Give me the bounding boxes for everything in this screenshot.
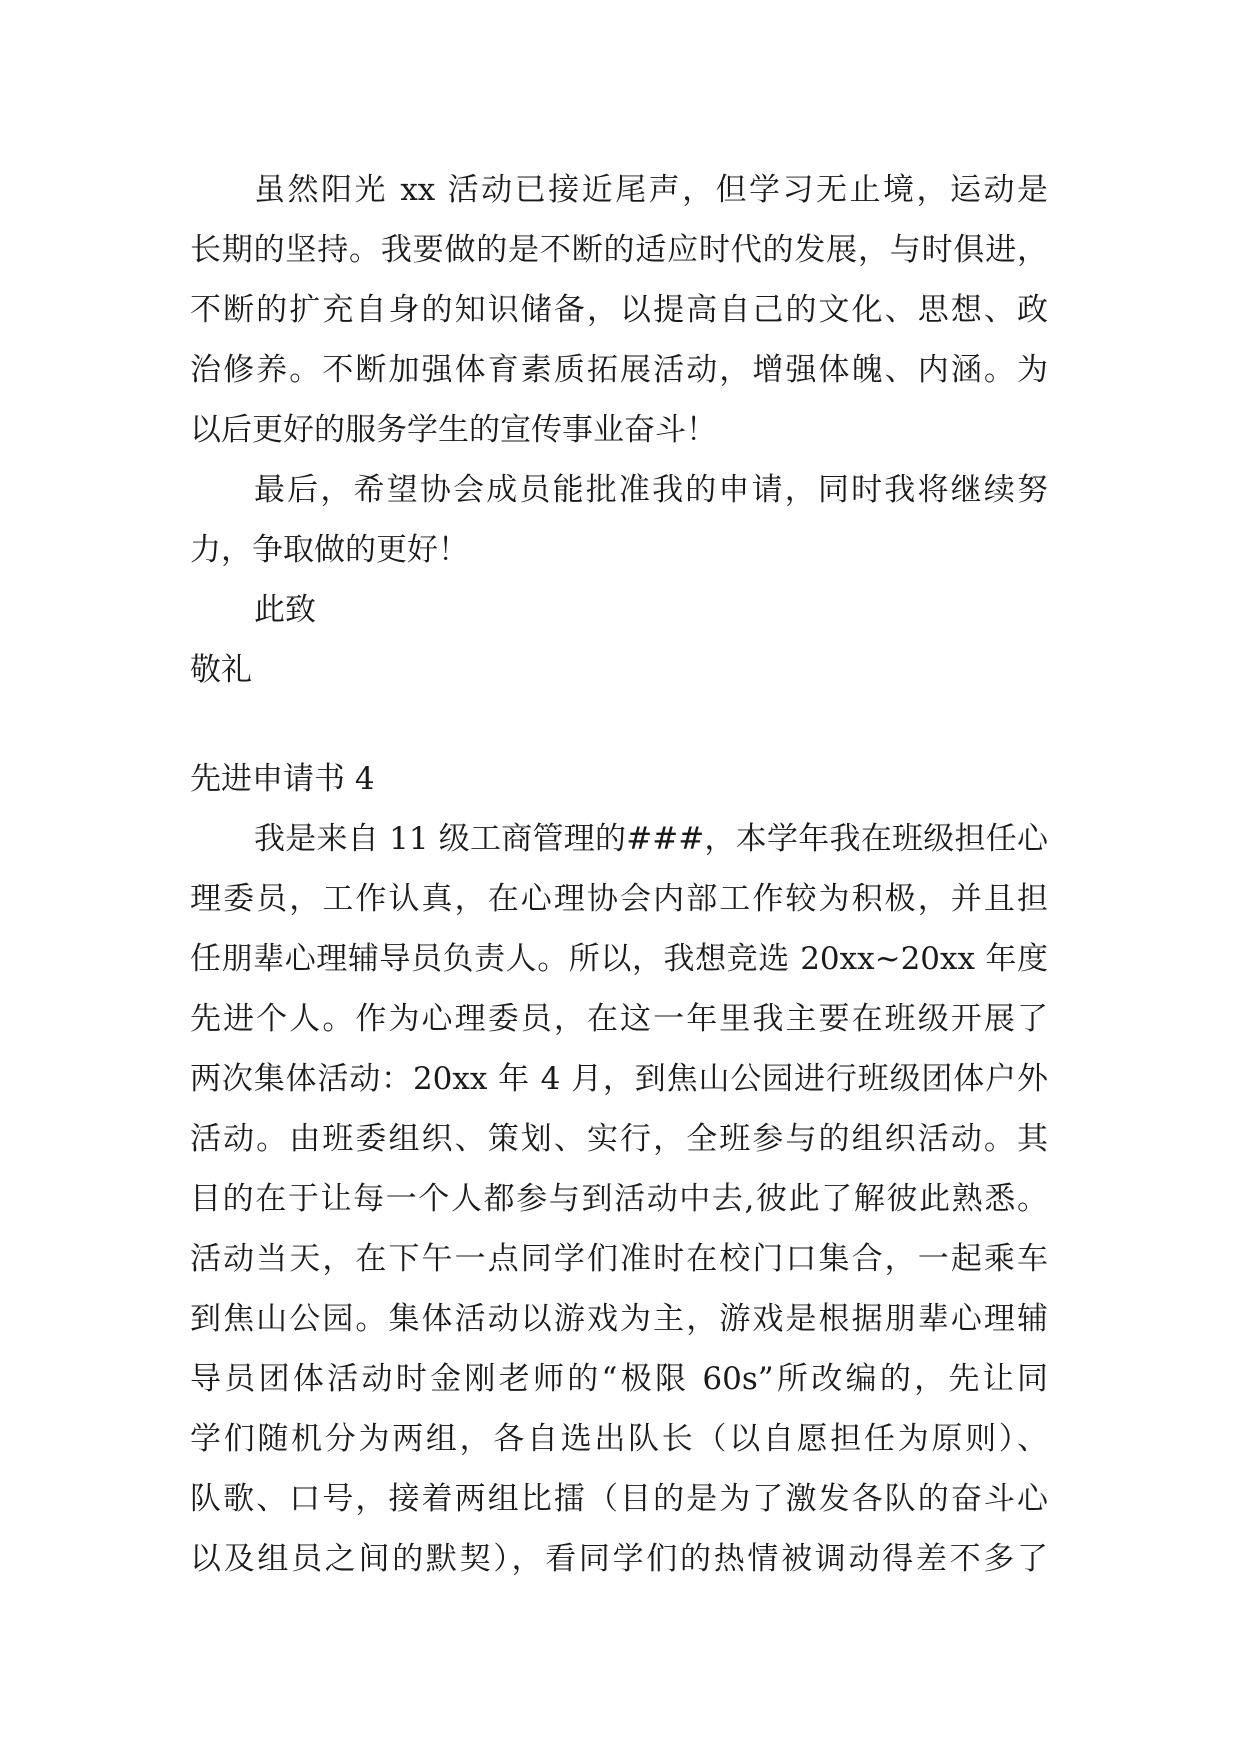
paragraph-application-4 — [190, 809, 1048, 1589]
text-line: 任朋辈心理辅导员负责人。所以，我想竞选 20xx~20xx 年度 — [190, 941, 1048, 977]
text-line: 两次集体活动：20xx 年 4 月，到焦山公园进行班级团体户外 — [190, 1061, 1048, 1097]
section-spacer — [190, 700, 1048, 749]
text-line: 先进个人。作为心理委员，在这一年里我主要在班级开展了 — [190, 1001, 1048, 1037]
paragraph-sunshine-activity — [190, 160, 1048, 460]
text-line: 最后，希望协会成员能批准我的申请，同时我将继续努 — [254, 472, 1048, 508]
text-line: 活动。由班委组织、策划、实行，全班参与的组织活动。其 — [190, 1121, 1048, 1157]
paragraph-final-request — [190, 460, 1048, 580]
text-line: 力，争取做的更好！ — [190, 532, 469, 568]
text-line: 长期的坚持。我要做的是不断的适应时代的发展，与时俱进， — [190, 232, 1048, 268]
document-body — [190, 160, 1048, 1589]
text-line: 理委员，工作认真，在心理协会内部工作较为积极，并且担 — [190, 881, 1048, 917]
text-line: 活动当天，在下午一点同学们准时在校门口集合，一起乘车 — [190, 1241, 1048, 1277]
closing-regards: 敬礼 — [190, 652, 252, 688]
text-line: 学们随机分为两组，各自选出队长（以自愿担任为原则）、 — [190, 1421, 1048, 1457]
section-title: 先进申请书 4 — [190, 761, 375, 797]
text-line: 到焦山公园。集体活动以游戏为主，游戏是根据朋辈心理辅 — [190, 1301, 1048, 1337]
text-line: 目的在于让每一个人都参与到活动中去,彼此了解彼此熟悉。 — [190, 1181, 1048, 1217]
text-line: 以后更好的服务学生的宣传事业奋斗！ — [190, 412, 717, 448]
text-line: 队歌、口号，接着两组比擂（目的是为了激发各队的奋斗心 — [190, 1481, 1048, 1517]
text-line: 导员团体活动时金刚老师的“极限 60s”所改编的，先让同 — [190, 1361, 1048, 1397]
text-line: 我是来自 11 级工商管理的###，本学年我在班级担任心 — [254, 821, 1048, 857]
text-line: 以及组员之间的默契），看同学们的热情被调动得差不多了 — [190, 1541, 1048, 1577]
text-line: 虽然阳光 xx 活动已接近尾声，但学习无止境，运动是 — [254, 172, 1048, 208]
text-line: 治修养。不断加强体育素质拓展活动，增强体魄、内涵。为 — [190, 352, 1048, 388]
text-line: 不断的扩充自身的知识储备，以提高自己的文化、思想、政 — [190, 292, 1048, 328]
closing-salutation: 此致 — [254, 592, 316, 628]
